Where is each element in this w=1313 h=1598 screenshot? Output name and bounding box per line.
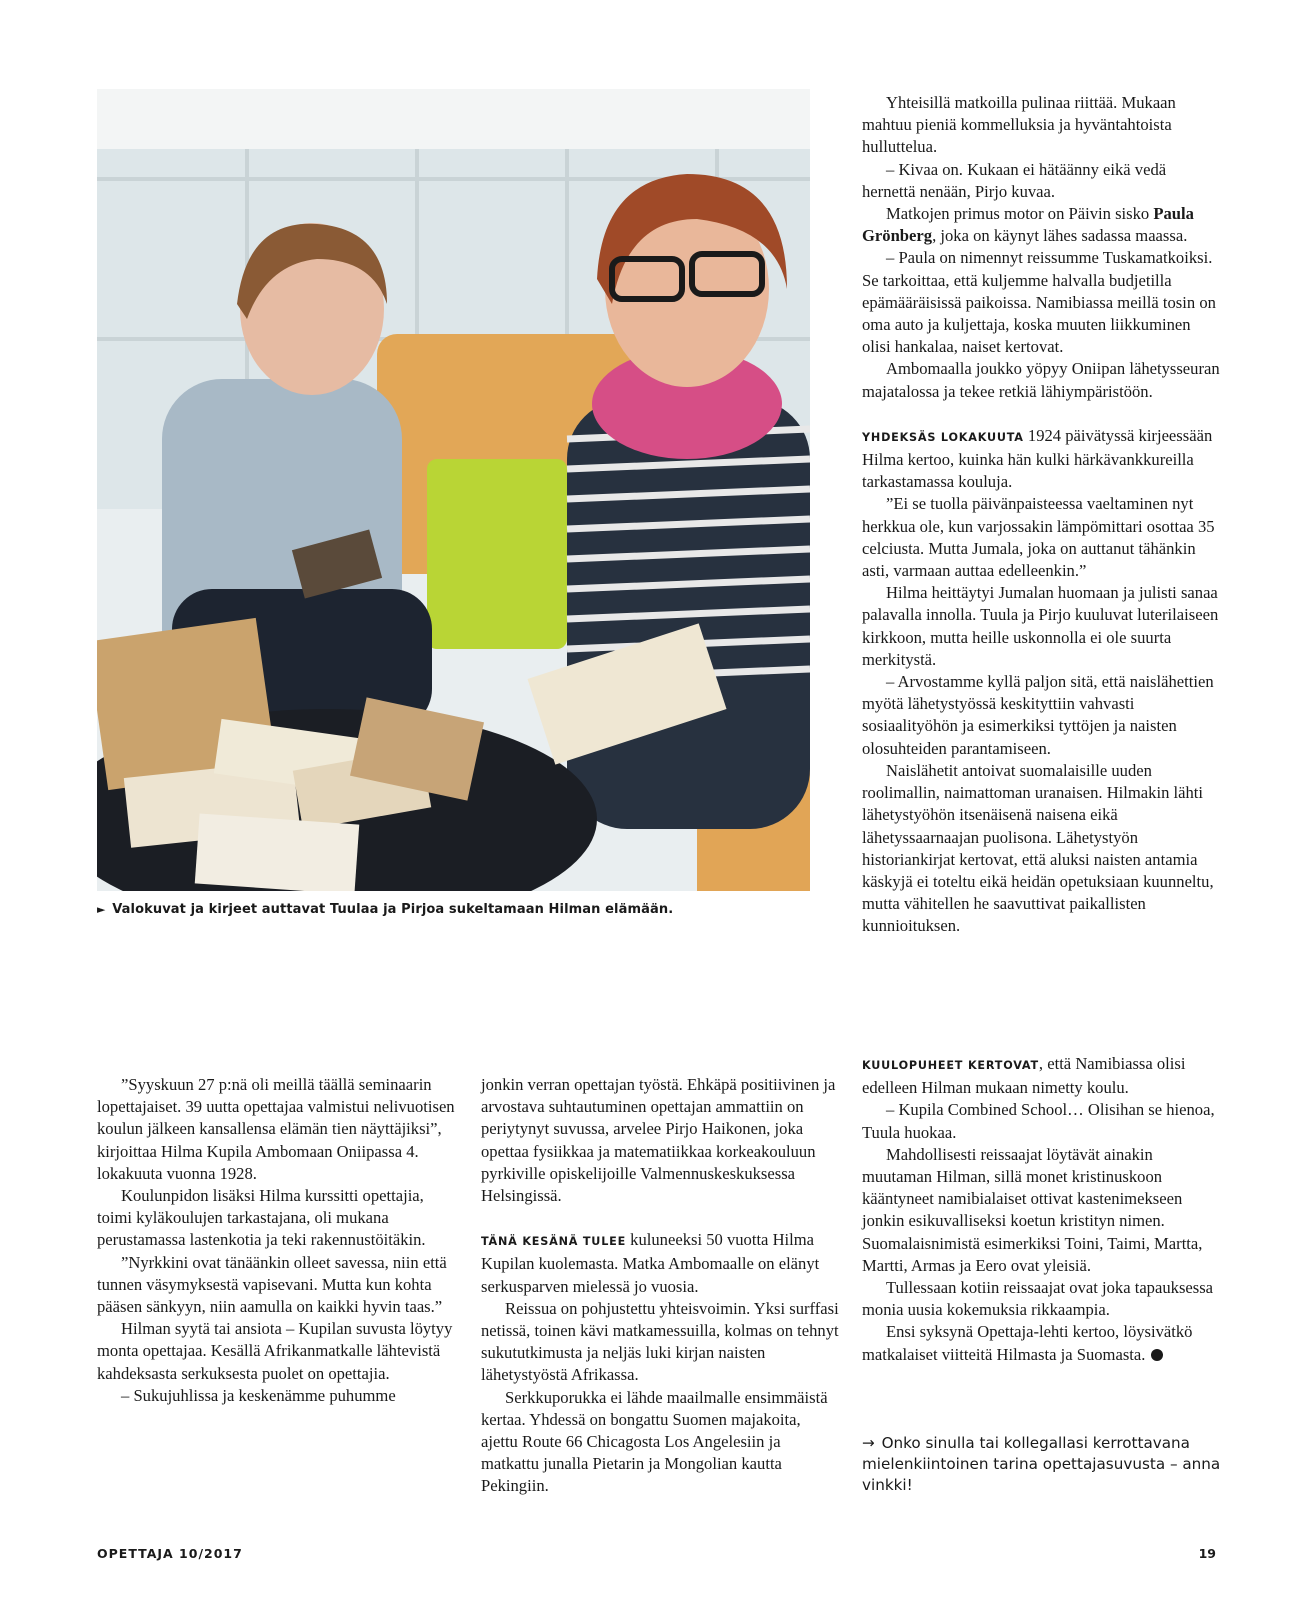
paragraph: Serkkuporukka ei lähde maailmalle ensimmäistä kertaa. Yhdessä on bongattu Suomen majakoita, ajettu Route 66 Chicagosta Los Angelesiin ja matkattu junalla Pietarin ja Mongolian kautta Pekingiin. <box>481 1387 828 1496</box>
paragraph: Mahdollisesti reissaajat löytävät ainakin muutaman Hilman, sillä monet kristinuskoon kääntyneet namibialaiset ottivat kastenimekseen jonkin esikuvalliseksi koetun kristityn nimen. Suomalaisnimistä esimerkiksi Toini, Taimi, Martta, Martti, Armas ja Eero ovat yleisiä. <box>862 1144 1203 1275</box>
paragraph: Hilma heittäytyi Jumalan huomaan ja julisti sanaa palavalla innolla. Tuula ja Pirjo kuuluvat luterilaiseen kirkkoon, mutta heille uskonnolla ei ole suurta merkitystä. <box>862 583 1219 669</box>
photo-caption <box>97 902 810 917</box>
arrow-right-icon: → <box>862 1434 875 1452</box>
section-lead: KUULOPUHEET KERTOVAT <box>862 1059 1039 1072</box>
reader-tip <box>862 1433 1222 1496</box>
section-lead: TÄNÄ KESÄNÄ TULEE <box>481 1235 627 1249</box>
paragraph: – Kivaa on. Kukaan ei hätäänny eikä vedä hernettä nenään, Pirjo kuvaa. <box>862 159 1167 201</box>
paragraph: Yhteisillä matkoilla pulinaa riittää. Mukaan mahtuu pieniä kommelluksia ja hyväntahtoista hulluttelua. <box>862 93 1176 157</box>
paragraph: – Kupila Combined School… Olisihan se hienoa, Tuula huokaa. <box>862 1100 1215 1142</box>
text-span: , että Namibiassa olisi edelleen Hilman mukaan nimetty koulu. <box>862 1054 1186 1098</box>
paragraph <box>481 1229 841 1298</box>
paragraph: ”Syyskuun 27 p:nä oli meillä täällä seminaarin lopettajaiset. 39 uutta opettajaa valmistui nelivuotisen koulun jälkeen kansallensa elämän tien näyttäjiksi”, kirjoittaa Hilma Kupila Ambomaan Oniipassa 4. lokakuuta vuonna 1928. <box>97 1075 455 1183</box>
photo-illustration <box>97 89 810 891</box>
tip-text: Onko sinulla tai kollegallasi kerrottavana mielenkiintoinen tarina opettajasuvusta – anna vinkki! <box>862 1434 1221 1494</box>
paragraph: Ambomaalla joukko yöpyy Oniipan lähetysseuran majatalossa ja tekee retkiä lähiympäristöön. <box>862 359 1220 401</box>
paragraph: Hilman syytä tai ansiota – Kupilan suvusta löytyy monta opettajaa. Kesällä Afrikanmatkalle lähtevistä kahdeksasta serkuksesta puolet on opettajia. <box>97 1319 453 1383</box>
paragraph <box>862 425 1222 494</box>
text-span: Matkojen primus motor on Päivin sisko <box>886 204 1154 224</box>
paragraph <box>862 1321 1222 1365</box>
column-left <box>97 1074 455 1407</box>
caption-marker-icon: ► <box>97 903 106 916</box>
paragraph: ”Ei se tuolla päivänpaisteessa vaeltaminen nyt herkkua ole, kun varjossakin lämpömittari osottaa 35 celciusta. Mutta Jumala, joka on auttanut tähänkin asti, varmaan auttaa edelleenkin.” <box>862 494 1215 581</box>
paragraph: ”Nyrkkini ovat tänäänkin olleet savessa, niin että tunnen väsymyksestä vapisevani. Mutta kun kohta pääsen sänkyyn, niin aamulla on kaikki hyvin taas.” <box>97 1252 447 1317</box>
paragraph <box>862 1053 1222 1099</box>
text-span: Ensi syksynä Opettaja-lehti kertoo, löysivätkö matkalaiset viitteitä Hilmasta ja Suomasta. <box>862 1322 1193 1364</box>
paragraph: Reissua on pohjustettu yhteisvoimin. Yksi surffasi netissä, toinen kävi matkamessuilla, kolmas on tehnyt sukututkimusta ja neljäs luki kirjan naisten lähetystyöstä Afrikassa. <box>481 1298 839 1385</box>
paragraph: – Sukujuhlissa ja keskenämme puhumme <box>121 1385 396 1405</box>
person-name-bold: Paula Grönberg <box>862 204 1194 246</box>
paragraph: – Arvostamme kyllä paljon sitä, että naislähettien myötä lähetystyössä keskityttiin vahvasti sosiaalityöhön ja esimerkiksi tyttöjen ja naisten olosuhteiden parantamiseen. <box>862 672 1214 758</box>
text-span: , joka on käynyt lähes sadassa maassa. <box>932 226 1188 246</box>
text-span: 1924 päivätyssä kirjeessään Hilma kertoo, kuinka hän kulki härkävankkureilla tarkastamassa kouluja. <box>862 425 1213 492</box>
article-photo <box>97 89 810 891</box>
column-right-top <box>862 92 1222 938</box>
paragraph: – Paula on nimennyt reissumme Tuskamatkoiksi. Se tarkoittaa, että kuljemme halvalla budjetilla epämääräisissä paikoissa. Namibiassa meillä tosin on oma auto ja kuljettaja, koska muuten liikkuminen olisi hankalaa, naiset kertovat. <box>862 248 1216 357</box>
column-right-bottom <box>862 1053 1222 1366</box>
paragraph: Naislähetit antoivat suomalaisille uuden roolimallin, naimattoman uranaisen. Hilmakin lähti lähetystyöhön itsenäisenä naisena eikä lähetyssaarnaajan puolisona. Lähetystyön historiankirjat kertovat, että aluksi naisten antamia käskyjä ei toteltu eikä heidän opetuksiaan kuunneltu, mutta vähitellen he saavuttivat paikallisten kunnioituksen. <box>862 760 1214 936</box>
paragraph: Koulunpidon lisäksi Hilma kurssitti opettajia, toimi kyläkoulujen tarkastajana, oli mukana perustamassa lastenkotia ja teki rakennustöitäkin. <box>97 1186 426 1250</box>
end-bullet-icon <box>1151 1349 1163 1361</box>
magazine-issue: OPETTAJA 10/2017 <box>97 1546 243 1561</box>
paragraph: Tullessaan kotiin reissaajat ovat joka tapauksessa monia uusia kokemuksia rikkaampia. <box>862 1278 1214 1320</box>
text-span: kuluneeksi 50 vuotta Hilma Kupilan kuolemasta. Matka Ambomaalle on elänyt serkusparven mielessä jo vuosia. <box>481 1230 820 1296</box>
paragraph: jonkin verran opettajan työstä. Ehkäpä positiivinen ja arvostava suhtautuminen opettajan ammattiin on periytynyt suvussa, arvelee Pirjo Haikonen, joka opettaa fysiikkaa ja matematiikkaa korkeakouluun pyrkiville opiskelijoille Valmennuskeskuksessa Helsingissä. <box>481 1075 836 1206</box>
page-number: 19 <box>1198 1546 1216 1561</box>
section-lead: YHDEKSÄS LOKAKUUTA <box>862 430 1024 444</box>
caption-text: Valokuvat ja kirjeet auttavat Tuulaa ja Pirjoa sukeltamaan Hilman elämään. <box>112 902 674 917</box>
paragraph <box>862 203 1222 247</box>
column-middle <box>481 1074 841 1498</box>
